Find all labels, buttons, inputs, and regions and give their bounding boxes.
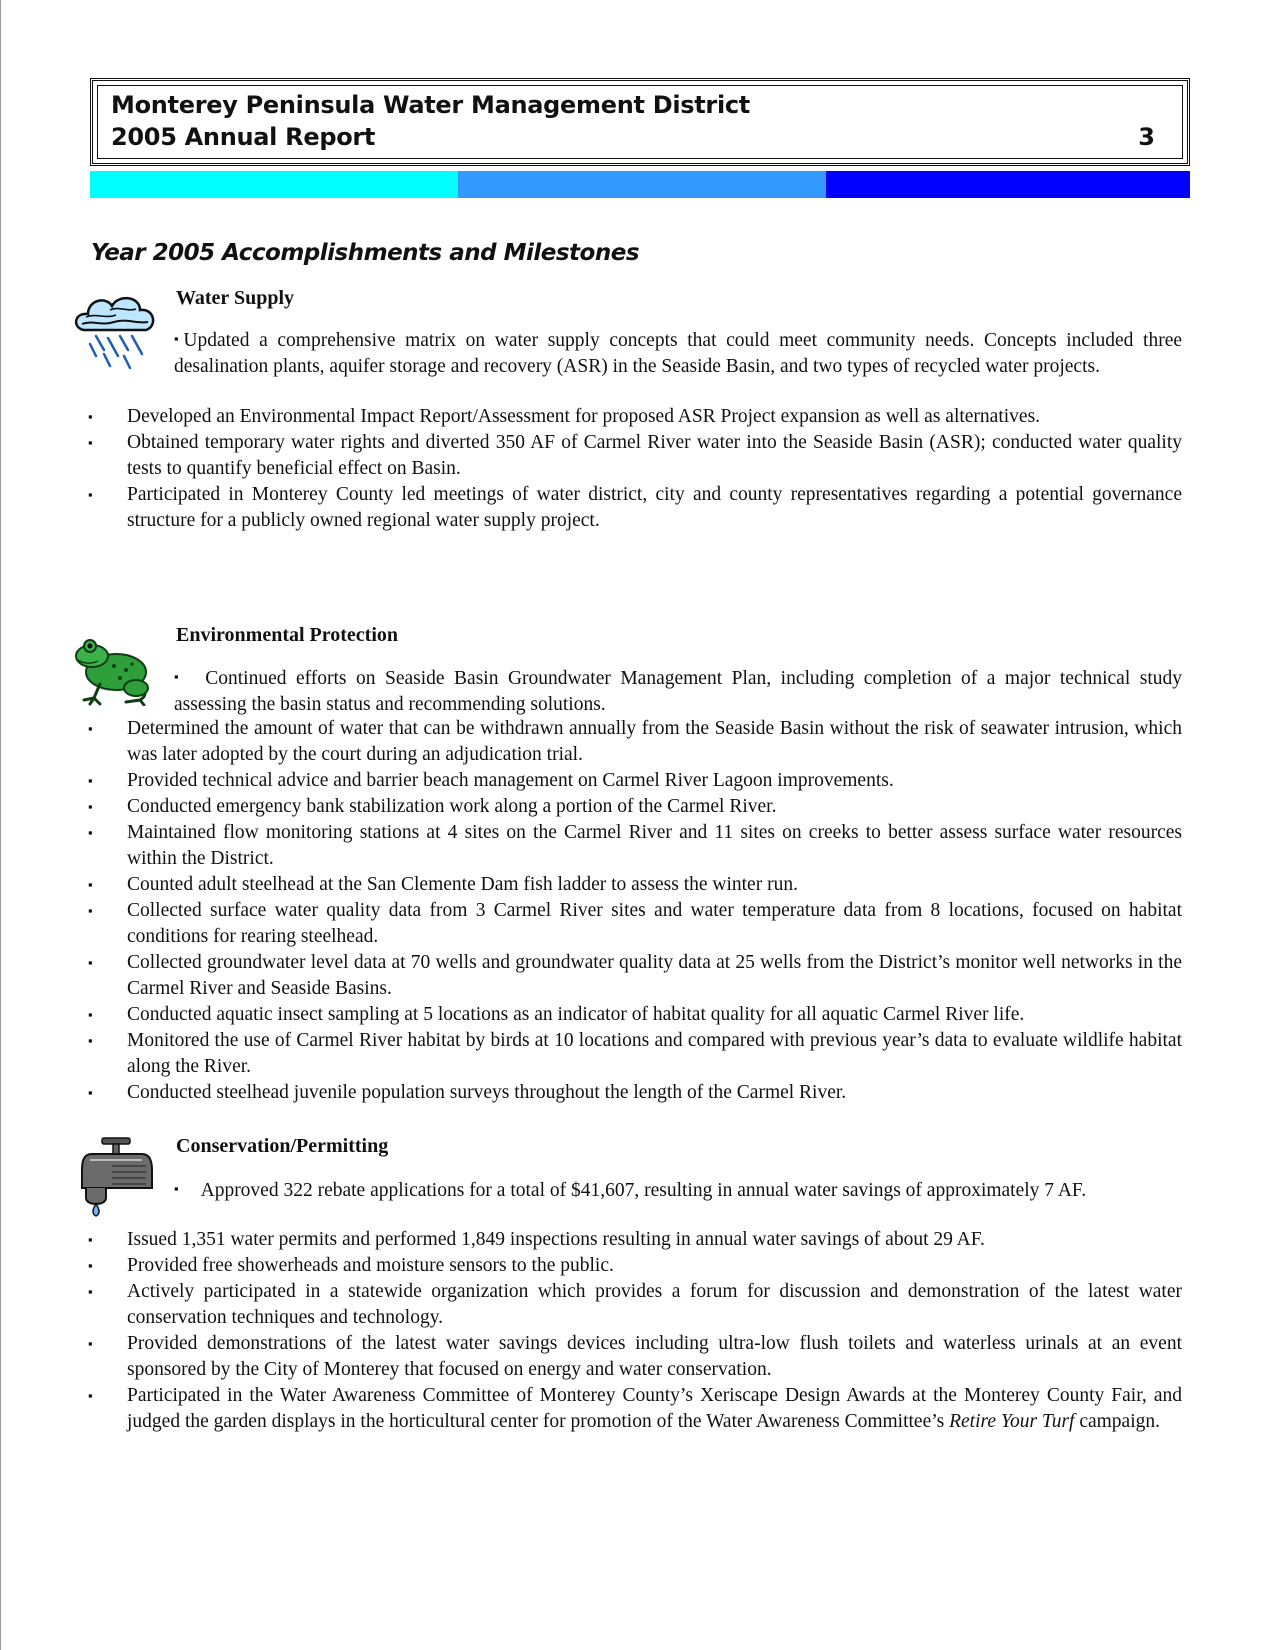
rain-cloud-icon bbox=[70, 286, 160, 376]
list-item: ▪ Collected surface water quality data from 3 Carmel River sites and water temperature data from 8 locations, focused on habitat conditions for rearing steelhead. bbox=[88, 900, 1182, 947]
list-item: ▪ Participated in the Water Awareness Committee of Monterey County’s Xeriscape Design Awards at the Monterey County Fair, and judged the garden displays in the horticultural center for promotion of the Water Awareness Committee’s Retire Your Turf campaign. bbox=[88, 1385, 1182, 1432]
environmental-protection-list bbox=[88, 716, 1182, 1106]
list-item: ▪ Obtained temporary water rights and diverted 350 AF of Carmel River water into the Seaside Basin (ASR); conducted water quality tests to quantify beneficial effect on Basin. bbox=[88, 432, 1182, 479]
list-item: ▪ Provided technical advice and barrier beach management on Carmel River Lagoon improvements. bbox=[88, 770, 894, 791]
list-item: ▪ Counted adult steelhead at the San Clemente Dam fish ladder to assess the winter run. bbox=[88, 874, 798, 895]
frog-icon bbox=[70, 626, 156, 706]
header-color-bar-light-blue bbox=[458, 171, 826, 198]
list-item: ▪ Participated in Monterey County led meetings of water district, city and county representatives regarding a potential governance structure for a publicly owned regional water supply project. bbox=[88, 484, 1182, 531]
report-header bbox=[90, 78, 1190, 166]
section-heading-water-supply: Water Supply bbox=[176, 287, 294, 309]
page-edge bbox=[0, 0, 1, 1650]
header-report-title: 2005 Annual Report bbox=[111, 123, 376, 151]
list-item: ▪ Maintained flow monitoring stations at 4 sites on the Carmel River and 11 sites on creeks to better assess surface water resources within the District. bbox=[88, 822, 1182, 869]
section-heading-conservation-permitting: Conservation/Permitting bbox=[176, 1135, 389, 1157]
header-color-bar-cyan bbox=[90, 171, 458, 198]
header-organization: Monterey Peninsula Water Management District bbox=[111, 91, 750, 119]
page-title: Year 2005 Accomplishments and Milestones bbox=[91, 240, 640, 266]
dripping-faucet-icon bbox=[72, 1136, 156, 1220]
list-item: ▪ Collected groundwater level data at 70 wells and groundwater quality data at 25 wells from the District’s monitor well networks in the Carmel River and Seaside Basins. bbox=[88, 952, 1182, 999]
section-intro-environmental-protection: ▪ Continued efforts on Seaside Basin Groundwater Management Plan, including completion of a major technical study assessing the basin status and recommending solutions. bbox=[174, 668, 1183, 715]
list-item: ▪ Determined the amount of water that can be withdrawn annually from the Seaside Basin without the risk of seawater intrusion, which was later adopted by the court during an adjudication trial. bbox=[88, 718, 1182, 765]
page-number: 3 bbox=[1138, 123, 1155, 151]
list-item: ▪ Provided demonstrations of the latest water savings devices including ultra-low flush toilets and waterless urinals at an event sponsored by the City of Monterey that focused on energy and water conservation. bbox=[88, 1333, 1182, 1380]
campaign-name: Retire Your Turf bbox=[949, 1411, 1075, 1432]
list-item: ▪ Monitored the use of Carmel River habitat by birds at 10 locations and compared with previous year’s data to evaluate wildlife habitat along the River. bbox=[88, 1030, 1182, 1077]
conservation-permitting-list bbox=[88, 1227, 1182, 1435]
list-item: ▪ Actively participated in a statewide organization which provides a forum for discussion and demonstration of the latest water conservation techniques and technology. bbox=[88, 1281, 1182, 1328]
section-heading-environmental-protection: Environmental Protection bbox=[176, 624, 399, 646]
section-intro-conservation-permitting: ▪ Approved 322 rebate applications for a total of $41,607, resulting in annual water savings of approximately 7 AF. bbox=[174, 1180, 1087, 1201]
list-item: ▪ Provided free showerheads and moisture sensors to the public. bbox=[88, 1255, 614, 1276]
list-item: ▪ Developed an Environmental Impact Report/Assessment for proposed ASR Project expansion as well as alternatives. bbox=[88, 406, 1041, 427]
list-item: ▪ Conducted aquatic insect sampling at 5 locations as an indicator of habitat quality for all aquatic Carmel River life. bbox=[88, 1004, 1025, 1025]
list-item: ▪ Issued 1,351 water permits and performed 1,849 inspections resulting in annual water savings of about 29 AF. bbox=[88, 1229, 985, 1250]
section-intro-water-supply: ▪Updated a comprehensive matrix on water supply concepts that could meet community needs. Concepts included three desalination plants, aquifer storage and recovery (ASR) in the Seaside Basin, and two types of recycled water projects. bbox=[174, 330, 1183, 377]
water-supply-list bbox=[88, 404, 1182, 534]
header-color-bar-blue bbox=[826, 171, 1190, 198]
list-item: ▪ Conducted emergency bank stabilization work along a portion of the Carmel River. bbox=[88, 796, 777, 817]
list-item: ▪ Conducted steelhead juvenile population surveys throughout the length of the Carmel River. bbox=[88, 1082, 847, 1103]
